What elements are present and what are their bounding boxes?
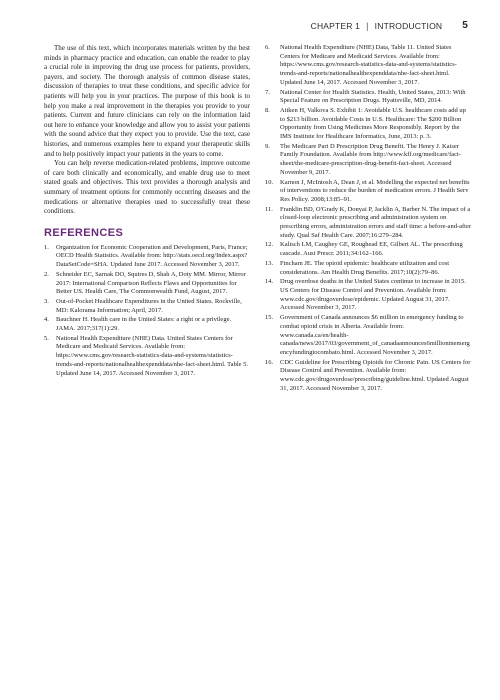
reference-item [44,316,250,333]
reference-text: Drug overdose deaths in the United States continue to increase in 2015. US Centers for Disease Control and Prevention. Available from: www.cdc.gov/drugoverdose/epidemic. Updated August 31, 2017. Accessed November 3, 2017. [280,278,466,312]
reference-number: 7. [265,88,270,96]
reference-text: Kalisch LM, Caughey GE, Roughead EE, Gilbert AL. The prescribing cascade. Aust Prescr. 2011;34:162–166. [280,241,463,258]
reference-text: National Center for Health Statistics. Health, United States, 2013: With Special Feature on Prescription Drugs. Hyattsville, MD, 2014. [280,88,466,105]
chapter-label: CHAPTER 1 [310,20,361,31]
reference-text: Bauchner H. Health care in the United States: a right or a privilege. JAMA. 2017;317(1):29. [56,316,232,333]
reference-item [265,260,471,277]
reference-item [265,89,471,106]
reference-item [265,143,471,178]
reference-text: Government of Canada announces $6 million in emergency funding to combat opioid crisis in Alberta. Available from: www.canada.ca/en/health-canada/news/2017/03/government_of_canadaannounces6millioninemergencyfundingtocombato.html. Accessed November 3, 2017. [280,314,470,356]
header-divider: | [366,20,369,31]
references-heading: REFERENCES [44,226,124,239]
reference-number: 9. [265,142,270,150]
reference-number: 16. [265,358,274,366]
reference-item [265,359,471,394]
reference-number: 10. [265,178,274,186]
reference-number: 13. [265,259,274,267]
reference-text: Organization for Economic Cooperation and Development, Paris, France; OECD Health Statistics. Available from: http://stats.oecd.org/Index.aspx?DataSetCode=SHA. Updated June 2017. Accessed November 3, 2017. [56,243,248,269]
reference-text: National Health Expenditure (NHE) Data, Table 11. United States Centers for Medicare and Medicaid Services. Available from: https://www.cms.gov/research-statistics-data-and-systems/statistics-trends-and-reports/nationalhealthexpenddata/nhe-fact-sheet.html. Updated June 14, 2017. Accessed November 3, 2017. [280,44,457,86]
reference-item [265,206,471,241]
reference-item [265,107,471,142]
reference-item [265,44,471,88]
reference-text: Karnon J, McIntosh A, Dean J, et al. Modelling the expected net benefits of interventions to reduce the burden of medication errors. J Health Serv Res Policy. 2008;13:85–91. [280,178,470,203]
reference-text: The Medicare Part D Prescription Drug Benefit. The Henry J. Kaiser Family Foundation. Available from http://www.kff.org/medicare/fact-sheet/the-medicare-prescription-drug-benefit-fact-sheet. Accessed November 9, 2017. [280,142,461,176]
reference-number: 3. [44,297,49,305]
reference-number: 6. [265,44,270,51]
references-list-left [44,244,250,379]
reference-item [265,278,471,313]
reference-number: 1. [44,243,49,251]
reference-text: Fincham JE. The opioid epidemic: healthcare utilization and cost considerations. Am Health Drug Benefits. 2017;10(2):79–86. [280,259,450,276]
reference-number: 14. [265,278,274,286]
reference-number: 11. [265,205,273,213]
reference-item [44,271,250,297]
left-column [44,44,250,379]
right-column [265,44,471,394]
reference-text: Aitken H, Valkova S. Exhibit 1: Avoidable U.S. healthcare costs add up to $213 billion. Avoidable Costs in U.S. Healthcare: The $200 Billion Opportunity from Using Medicines More Responsibly. Report by the IMS Institute for Healthcare Informatics, June, 2013: p. 3. [280,106,466,141]
reference-text: Franklin BD, O'Grady K, Donyai P, Jacklin A, Barber N. The impact of a closed-loop electronic prescribing and administration system on prescribing errors, administration errors and staff time: a before-and-after study. Qual Saf Health Care. 2007;16:279–284. [280,205,472,239]
reference-number: 4. [44,316,49,324]
reference-number: 8. [265,106,270,114]
body-paragraph-2: You can help reverse medication-related problems, improve outcome of care both clinically and economically, and enable drug use to meet stated goals and objectives. This text provides a thorough analysis and summary of treatment options for commonly occurring diseases and the medications or alternative therapies used to successfully treat these conditions. [44,159,250,216]
reference-number: 2. [44,270,49,278]
reference-text: National Health Expenditure (NHE) Data. United States Centers for Medicare and Medicaid Services. Available from: https://www.cms.gov/research-statistics-data-and-systems/statistics-trends-and-reports/nationalhealthexpenddata/nhe-fact-sheet.html. Table 5. Updated June 14, 2017. Accessed November 3, 2017. [56,334,249,377]
reference-number: 12. [265,241,274,249]
section-label: INTRODUCTION [374,20,443,31]
references-list-right [265,44,471,393]
running-header [311,20,468,31]
page-number: 5 [462,20,468,31]
reference-number: 5. [44,334,49,342]
reference-item [265,314,471,358]
reference-item [265,179,471,205]
reference-item [265,241,471,258]
body-paragraph-1: The use of this text, which incorporates materials written by the best minds in pharmacy practice and education, can enable the reader to play a crucial role in improving the drug use process for patients, providers, payers, and society. The thorough analysis of common disease states, discussion of therapies to treat these conditions, and specific advice for patients will help you in your practices. The purpose of this book is to help you make a real improvement in the therapies you provide to your patients. Current and future clinicians can rely on the information laid out here to enhance your knowledge and allow you to assist your patients with the sound advice that they expect you to provide. Use the text, case histories, and numerous examples here to expand your therapeutic skills and to help positively impact your patients in the years to come. [44,44,250,158]
reference-item [44,244,250,270]
reference-text: Schneider EC, Sarnak DO, Squires D, Shah A, Doty MM. Mirror, Mirror 2017: International Comparison Reflects Flaws and Opportunities for Better US. Health Care, The Commonwealth Fund, August, 2017. [56,270,246,296]
reference-text: Out-of-Pocket Healthcare Expenditures in the United States. Rockville, MD: Kalorama Information; April, 2017. [56,297,242,314]
reference-text: CDC Guideline for Prescribing Opioids for Chronic Pain. US Centers for Disease Control and Prevention. Available from: www.cdc.gov/drugoverdose/prescribing/guideline.html. Updated August 31, 2017. Accessed November 3, 2017. [280,358,471,392]
reference-item [44,335,250,379]
reference-number: 15. [265,314,274,322]
reference-item [44,298,250,315]
